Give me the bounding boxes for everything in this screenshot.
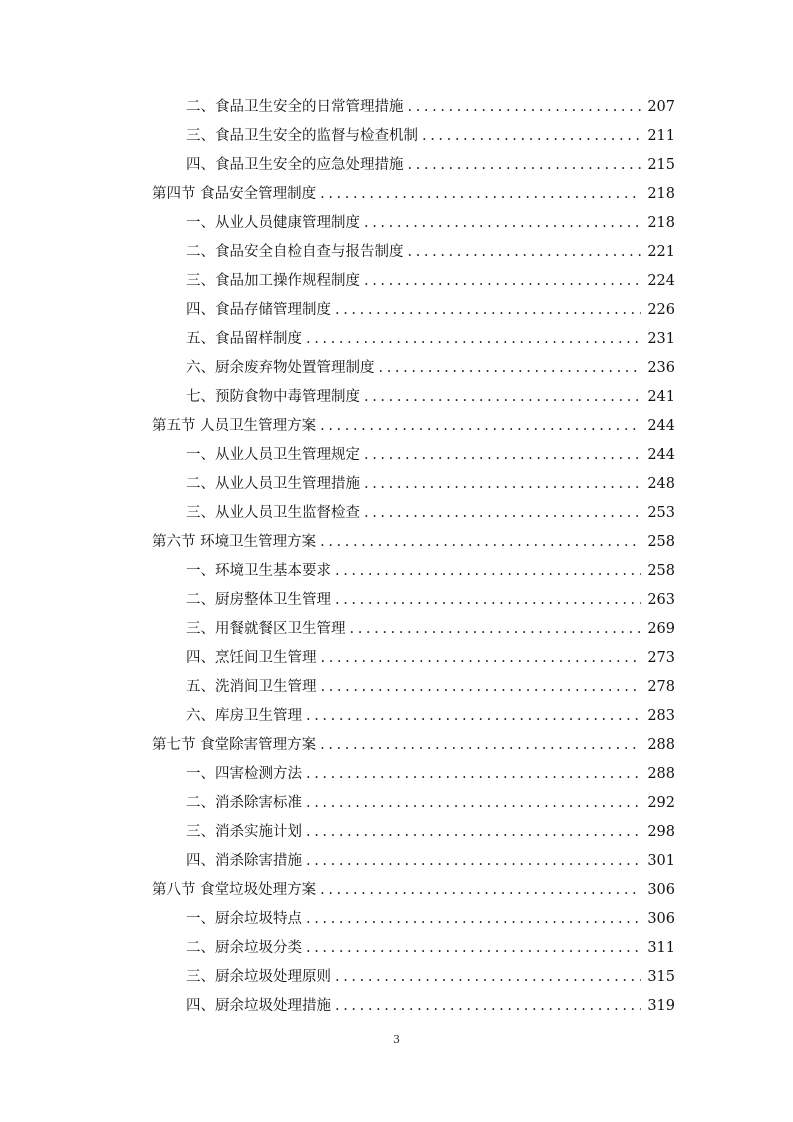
toc-entry-label: 三、食品加工操作规程制度 — [186, 273, 360, 289]
toc-entry-label: 第七节 食堂除害管理方案 — [152, 737, 317, 753]
toc-entry-label: 三、从业人员卫生监督检查 — [186, 505, 360, 521]
toc-entry-label: 三、用餐就餐区卫生管理 — [186, 621, 346, 637]
toc-dot-leader — [335, 586, 641, 615]
toc-entry-label: 一、厨余垃圾特点 — [186, 911, 302, 927]
toc-dot-leader — [320, 876, 641, 905]
toc-entry-label: 二、厨房整体卫生管理 — [186, 592, 331, 608]
toc-dot-leader — [364, 470, 641, 499]
toc-entry-page-number: 218 — [647, 186, 675, 202]
toc-subsection-entry[interactable] — [152, 992, 675, 1021]
toc-subsection-entry[interactable] — [152, 673, 675, 702]
toc-entry-label: 五、食品留样制度 — [186, 331, 302, 347]
toc-entry-page-number: 248 — [647, 476, 675, 492]
toc-entry-label: 七、预防食物中毒管理制度 — [186, 389, 360, 405]
toc-entry-label: 二、消杀除害标准 — [186, 795, 302, 811]
toc-dot-leader — [408, 238, 642, 267]
toc-entry-page-number: 263 — [647, 592, 675, 608]
toc-subsection-entry[interactable] — [152, 325, 675, 354]
toc-entry-page-number: 292 — [647, 795, 675, 811]
toc-entry-label: 四、消杀除害措施 — [186, 853, 302, 869]
toc-entry-page-number: 224 — [647, 273, 675, 289]
toc-entry-page-number: 269 — [647, 621, 675, 637]
toc-entry-label: 第五节 人员卫生管理方案 — [152, 418, 317, 434]
toc-subsection-entry[interactable] — [152, 470, 675, 499]
toc-entry-page-number: 315 — [647, 969, 675, 985]
toc-entry-label: 四、食品卫生安全的应急处理措施 — [186, 157, 404, 173]
toc-entry-page-number: 241 — [647, 389, 675, 405]
toc-dot-leader — [306, 325, 641, 354]
toc-entry-label: 第八节 食堂垃圾处理方案 — [152, 882, 317, 898]
toc-dot-leader — [335, 992, 641, 1021]
toc-dot-leader — [321, 644, 642, 673]
toc-dot-leader — [364, 383, 641, 412]
toc-entry-page-number: 283 — [647, 708, 675, 724]
toc-entry-label: 一、从业人员健康管理制度 — [186, 215, 360, 231]
toc-dot-leader — [320, 528, 641, 557]
toc-dot-leader — [364, 499, 641, 528]
toc-entry-page-number: 221 — [647, 244, 675, 260]
toc-subsection-entry[interactable] — [152, 557, 675, 586]
toc-dot-leader — [422, 122, 641, 151]
toc-subsection-entry[interactable] — [152, 789, 675, 818]
toc-subsection-entry[interactable] — [152, 93, 675, 122]
toc-entry-page-number: 211 — [647, 128, 675, 144]
toc-entry-label: 二、从业人员卫生管理措施 — [186, 476, 360, 492]
toc-entry-page-number: 306 — [647, 882, 675, 898]
toc-entry-label: 三、厨余垃圾处理原则 — [186, 969, 331, 985]
page-number: 3 — [393, 1033, 400, 1046]
toc-entry-label: 六、库房卫生管理 — [186, 708, 302, 724]
toc-subsection-entry[interactable] — [152, 847, 675, 876]
toc-entry-label: 三、消杀实施计划 — [186, 824, 302, 840]
toc-entry-page-number: 288 — [647, 737, 675, 753]
toc-dot-leader — [364, 209, 641, 238]
toc-entry-page-number: 218 — [647, 215, 675, 231]
toc-entry-page-number: 258 — [647, 563, 675, 579]
toc-dot-leader — [320, 731, 641, 760]
toc-entry-page-number: 319 — [647, 998, 675, 1014]
toc-dot-leader — [306, 702, 641, 731]
toc-subsection-entry[interactable] — [152, 586, 675, 615]
toc-subsection-entry[interactable] — [152, 499, 675, 528]
toc-subsection-entry[interactable] — [152, 905, 675, 934]
toc-entry-label: 二、食品安全自检自查与报告制度 — [186, 244, 404, 260]
toc-dot-leader — [306, 905, 641, 934]
toc-subsection-entry[interactable] — [152, 760, 675, 789]
toc-subsection-entry[interactable] — [152, 441, 675, 470]
toc-dot-leader — [364, 441, 641, 470]
toc-entry-page-number: 226 — [647, 302, 675, 318]
toc-dot-leader — [350, 615, 642, 644]
toc-entry-label: 二、厨余垃圾分类 — [186, 940, 302, 956]
toc-dot-leader — [364, 267, 641, 296]
toc-entry-label: 一、四害检测方法 — [186, 766, 302, 782]
toc-entry-page-number: 258 — [647, 534, 675, 550]
toc-subsection-entry[interactable] — [152, 122, 675, 151]
toc-entry-page-number: 253 — [647, 505, 675, 521]
toc-entry-page-number: 306 — [647, 911, 675, 927]
toc-subsection-entry[interactable] — [152, 644, 675, 673]
toc-subsection-entry[interactable] — [152, 615, 675, 644]
toc-dot-leader — [320, 180, 641, 209]
toc-dot-leader — [306, 818, 641, 847]
toc-entry-label: 四、烹饪间卫生管理 — [186, 650, 317, 666]
toc-entry-page-number: 207 — [647, 99, 675, 115]
toc-entry-label: 六、厨余废弃物处置管理制度 — [186, 360, 375, 376]
toc-dot-leader — [408, 93, 642, 122]
toc-section-entry[interactable] — [152, 180, 675, 209]
toc-entry-label: 五、洗消间卫生管理 — [186, 679, 317, 695]
table-of-contents — [152, 93, 675, 1021]
toc-dot-leader — [306, 789, 641, 818]
toc-subsection-entry[interactable] — [152, 934, 675, 963]
toc-entry-page-number: 236 — [647, 360, 675, 376]
toc-subsection-entry[interactable] — [152, 238, 675, 267]
toc-section-entry[interactable] — [152, 731, 675, 760]
toc-dot-leader — [306, 760, 641, 789]
toc-entry-page-number: 231 — [647, 331, 675, 347]
toc-section-entry[interactable] — [152, 876, 675, 905]
toc-entry-page-number: 215 — [647, 157, 675, 173]
toc-entry-label: 四、厨余垃圾处理措施 — [186, 998, 331, 1014]
toc-entry-label: 二、食品卫生安全的日常管理措施 — [186, 99, 404, 115]
toc-entry-page-number: 278 — [647, 679, 675, 695]
toc-dot-leader — [306, 934, 641, 963]
toc-subsection-entry[interactable] — [152, 702, 675, 731]
toc-entry-label: 第六节 环境卫生管理方案 — [152, 534, 317, 550]
toc-section-entry[interactable] — [152, 528, 675, 557]
toc-subsection-entry[interactable] — [152, 209, 675, 238]
toc-dot-leader — [408, 151, 642, 180]
toc-entry-page-number: 288 — [647, 766, 675, 782]
toc-entry-page-number: 273 — [647, 650, 675, 666]
toc-subsection-entry[interactable] — [152, 383, 675, 412]
toc-dot-leader — [321, 673, 642, 702]
toc-entry-page-number: 244 — [647, 447, 675, 463]
toc-entry-label: 一、从业人员卫生管理规定 — [186, 447, 360, 463]
toc-entry-label: 第四节 食品安全管理制度 — [152, 186, 317, 202]
toc-section-entry[interactable] — [152, 412, 675, 441]
toc-entry-page-number: 298 — [647, 824, 675, 840]
toc-entry-label: 三、食品卫生安全的监督与检查机制 — [186, 128, 418, 144]
toc-dot-leader — [335, 557, 641, 586]
toc-dot-leader — [320, 412, 641, 441]
toc-subsection-entry[interactable] — [152, 818, 675, 847]
toc-subsection-entry[interactable] — [152, 151, 675, 180]
toc-subsection-entry[interactable] — [152, 354, 675, 383]
toc-dot-leader — [306, 847, 641, 876]
toc-entry-label: 四、食品存储管理制度 — [186, 302, 331, 318]
toc-subsection-entry[interactable] — [152, 296, 675, 325]
toc-entry-label: 一、环境卫生基本要求 — [186, 563, 331, 579]
toc-subsection-entry[interactable] — [152, 267, 675, 296]
toc-dot-leader — [335, 963, 641, 992]
toc-entry-page-number: 301 — [647, 853, 675, 869]
toc-dot-leader — [379, 354, 642, 383]
toc-entry-page-number: 244 — [647, 418, 675, 434]
toc-entry-page-number: 311 — [647, 940, 675, 956]
toc-dot-leader — [335, 296, 641, 325]
toc-subsection-entry[interactable] — [152, 963, 675, 992]
